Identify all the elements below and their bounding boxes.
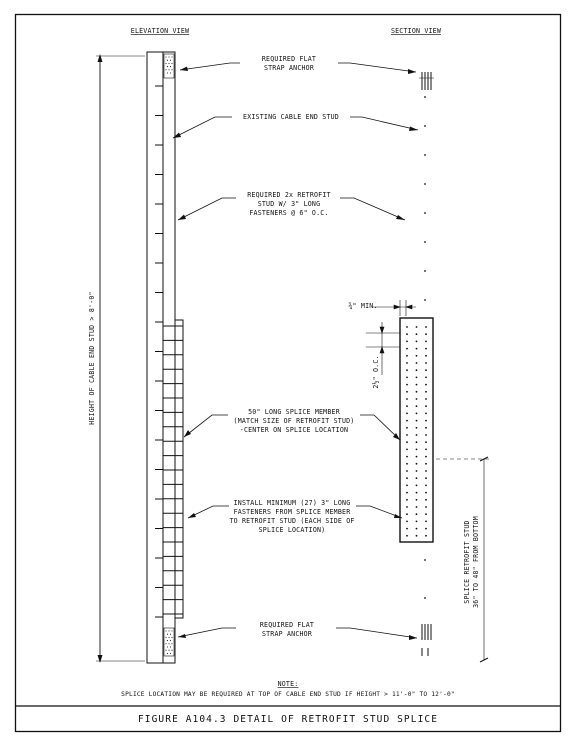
hatch-dot (168, 643, 169, 644)
fastener-dot (424, 270, 426, 272)
splice-fastener-dot (406, 377, 408, 379)
hatch-dot (171, 69, 172, 70)
svg-text:SPLICE LOCATION): SPLICE LOCATION) (258, 526, 326, 534)
hatch-dot (165, 650, 166, 651)
hatch-dot (171, 643, 172, 644)
splice-fastener-dot (425, 477, 427, 479)
splice-fastener-dot (406, 449, 408, 451)
hatch-dot (170, 66, 171, 67)
splice-fastener-dot (425, 485, 427, 487)
splice-fastener-dot (425, 398, 427, 400)
splice-fastener-dot (416, 499, 418, 501)
fastener-dot (424, 597, 426, 599)
splice-fastener-dot (416, 427, 418, 429)
section-bottom-anchor (422, 624, 431, 656)
min-edge-dimension (372, 300, 416, 316)
oc-spacing-label: 2½" O.C. (372, 355, 380, 389)
callout-existing-stud (243, 113, 339, 121)
splice-fastener-dot (406, 405, 408, 407)
splice-fastener-dot (406, 384, 408, 386)
hatch-dot (168, 63, 169, 64)
splice-fastener-dot (416, 377, 418, 379)
hatch-dot (165, 63, 166, 64)
splice-fastener-dot (416, 535, 418, 537)
section-view-header: SECTION VIEW (390, 27, 442, 35)
callout-retrofit-stud (247, 191, 330, 217)
splice-fastener-dot (406, 499, 408, 501)
splice-fastener-dot (416, 513, 418, 515)
splice-fastener-dot (425, 326, 427, 328)
splice-fastener-dot (425, 405, 427, 407)
svg-text:-CENTER ON SPLICE LOCATION: -CENTER ON SPLICE LOCATION (239, 426, 349, 434)
splice-fastener-dot (406, 456, 408, 458)
splice-fastener-dot (416, 528, 418, 530)
splice-fastener-dot (425, 521, 427, 523)
splice-fastener-dot (406, 355, 408, 357)
hatch-dot (165, 69, 166, 70)
splice-fastener-dot (406, 528, 408, 530)
splice-fastener-dot (425, 535, 427, 537)
splice-fastener-dot (406, 521, 408, 523)
note-heading: NOTE: (277, 680, 299, 688)
hatch-dot (167, 646, 168, 647)
callout-splice-member (234, 408, 355, 434)
splice-fastener-dot (416, 341, 418, 343)
splice-fastener-dot (406, 535, 408, 537)
splice-fastener-dot (416, 506, 418, 508)
svg-text:STRAP ANCHOR: STRAP ANCHOR (261, 630, 313, 638)
hatch-dot (171, 56, 172, 57)
hatch-dot (165, 637, 166, 638)
splice-fastener-dot (406, 485, 408, 487)
splice-fastener-dot (425, 355, 427, 357)
splice-fastener-dot (416, 456, 418, 458)
splice-member (175, 320, 183, 618)
splice-fastener-dot (416, 369, 418, 371)
splice-fastener-dot (425, 463, 427, 465)
splice-fastener-dot (425, 441, 427, 443)
section-view (348, 72, 490, 662)
splice-fastener-dot (406, 434, 408, 436)
splice-fastener-dot (406, 513, 408, 515)
note-text: SPLICE LOCATION MAY BE REQUIRED AT TOP OF CABLE END STUD IF HEIGHT > 11'-0" TO 12'-0" (121, 691, 455, 698)
svg-text:STRAP ANCHOR: STRAP ANCHOR (263, 64, 315, 72)
fastener-dot (424, 154, 426, 156)
splice-fastener-dot (406, 427, 408, 429)
hatch-dot (170, 634, 171, 635)
splice-fastener-dot (406, 348, 408, 350)
splice-location-label-2: 36" TO 48" FROM BOTTOM (472, 516, 480, 608)
splice-fastener-dot (416, 521, 418, 523)
callout-flat-strap-bottom (260, 621, 314, 638)
splice-fastener-dot (416, 420, 418, 422)
elevation-view-header: ELEVATION VIEW (130, 27, 190, 35)
hatch-dot (170, 653, 171, 654)
svg-text:FASTENERS @ 6" O.C.: FASTENERS @ 6" O.C. (249, 209, 329, 217)
splice-fastener-dot (416, 362, 418, 364)
splice-fastener-dot (425, 470, 427, 472)
splice-fastener-dot (406, 362, 408, 364)
hatch-dot (165, 643, 166, 644)
svg-text:REQUIRED 2x RETROFIT: REQUIRED 2x RETROFIT (247, 191, 331, 199)
splice-fastener-dot (425, 499, 427, 501)
splice-fastener-dot (416, 405, 418, 407)
splice-fastener-dot (425, 369, 427, 371)
splice-fastener-dot (406, 413, 408, 415)
splice-fastener-dot (406, 477, 408, 479)
splice-fastener-dot (406, 391, 408, 393)
elevation-view (88, 52, 183, 663)
fastener-dot (424, 96, 426, 98)
svg-text:50" LONG SPLICE MEMBER: 50" LONG SPLICE MEMBER (248, 408, 340, 416)
splice-location-label-1: SPLICE RETROFIT STUD (463, 520, 471, 604)
splice-fastener-dot (425, 427, 427, 429)
cable-end-stud (147, 52, 175, 663)
splice-fastener-dot (425, 449, 427, 451)
svg-text:STUD W/ 3" LONG: STUD W/ 3" LONG (257, 200, 321, 208)
hatch-dot (168, 650, 169, 651)
splice-fastener-dot (425, 377, 427, 379)
splice-fastener-dot (416, 449, 418, 451)
hatch-dot (167, 72, 168, 73)
splice-fastener-dot (416, 333, 418, 335)
splice-fastener-dot (406, 463, 408, 465)
fastener-dot (424, 559, 426, 561)
fastener-dot (424, 241, 426, 243)
splice-fasteners (163, 326, 183, 614)
splice-fastener-dot (425, 362, 427, 364)
fastener-dot (424, 125, 426, 127)
hatch-dot (167, 60, 168, 61)
splice-fastener-dot (406, 420, 408, 422)
hatch-dot (168, 69, 169, 70)
splice-fastener-dot (425, 384, 427, 386)
splice-fastener-dot (416, 434, 418, 436)
splice-fastener-dot (406, 326, 408, 328)
splice-fastener-dot (425, 413, 427, 415)
splice-fastener-dot (416, 355, 418, 357)
splice-fastener-dot (406, 441, 408, 443)
splice-fastener-dot (425, 506, 427, 508)
top-strap-anchor (164, 54, 174, 78)
hatch-dot (167, 653, 168, 654)
splice-fastener-dot (416, 413, 418, 415)
figure-title: FIGURE A104.3 DETAIL OF RETROFIT STUD SPLICE (137, 714, 439, 725)
splice-fastener-dot (416, 463, 418, 465)
splice-fastener-dot (425, 434, 427, 436)
hatch-dot (168, 56, 169, 57)
splice-fastener-dot (425, 391, 427, 393)
hatch-dot (171, 63, 172, 64)
svg-text:EXISTING CABLE END STUD: EXISTING CABLE END STUD (243, 113, 339, 121)
hatch-dot (165, 630, 166, 631)
splice-fastener-dot (425, 492, 427, 494)
section-top-anchor (419, 72, 434, 90)
splice-fastener-dot (416, 348, 418, 350)
fastener-dot (424, 183, 426, 185)
svg-text:TO RETROFIT STUD (EACH SIDE OF: TO RETROFIT STUD (EACH SIDE OF (229, 517, 355, 525)
splice-fastener-dot (406, 333, 408, 335)
splice-fastener-dot (406, 492, 408, 494)
hatch-dot (167, 634, 168, 635)
hatch-dot (170, 646, 171, 647)
hatch-dot (170, 60, 171, 61)
hatch-dot (171, 637, 172, 638)
splice-fastener-dot (416, 477, 418, 479)
splice-fastener-dot (406, 398, 408, 400)
splice-fastener-dot (416, 384, 418, 386)
splice-fastener-dot (425, 348, 427, 350)
splice-fastener-dot (425, 420, 427, 422)
hatch-dot (168, 637, 169, 638)
splice-fastener-dot (425, 528, 427, 530)
splice-fastener-dot (406, 470, 408, 472)
hatch-dot (167, 66, 168, 67)
hatch-dot (170, 72, 171, 73)
splice-fastener-dot (425, 456, 427, 458)
svg-text:FASTENERS FROM SPLICE MEMBER: FASTENERS FROM SPLICE MEMBER (233, 508, 351, 516)
splice-fastener-dot (406, 341, 408, 343)
callout-install-fasteners (229, 499, 354, 534)
fastener-dot (424, 212, 426, 214)
splice-fastener-dot (425, 333, 427, 335)
splice-fastener-dot (416, 326, 418, 328)
splice-fastener-dot (416, 441, 418, 443)
splice-fastener-dot (416, 398, 418, 400)
splice-fastener-dot (406, 369, 408, 371)
hatch-dot (171, 650, 172, 651)
hatch-dot (168, 630, 169, 631)
section-splice-member (400, 318, 433, 542)
hatch-dot (165, 56, 166, 57)
min-edge-label: ¾" MIN. (348, 302, 378, 310)
splice-fastener-dot (416, 485, 418, 487)
bottom-strap-anchor (164, 628, 174, 656)
splice-fastener-dot (406, 506, 408, 508)
hatch-dot (167, 640, 168, 641)
svg-text:REQUIRED FLAT: REQUIRED FLAT (259, 621, 315, 629)
callout-flat-strap-top (262, 55, 316, 72)
splice-fastener-dot (416, 470, 418, 472)
svg-text:INSTALL MINIMUM (27) 3" LONG: INSTALL MINIMUM (27) 3" LONG (233, 499, 351, 507)
fastener-dot (424, 299, 426, 301)
splice-fastener-dot (425, 341, 427, 343)
height-dimension-label: HEIGHT OF CABLE END STUD > 8'-0" (88, 291, 96, 425)
svg-text:REQUIRED FLAT: REQUIRED FLAT (261, 55, 317, 63)
retrofit-stud-fasteners (155, 86, 163, 617)
svg-text:(MATCH SIZE OF RETROFIT STUD): (MATCH SIZE OF RETROFIT STUD) (233, 417, 355, 425)
splice-fastener-dot (416, 391, 418, 393)
hatch-dot (171, 630, 172, 631)
splice-fastener-dot (416, 492, 418, 494)
hatch-dot (170, 640, 171, 641)
splice-fastener-dot (425, 513, 427, 515)
